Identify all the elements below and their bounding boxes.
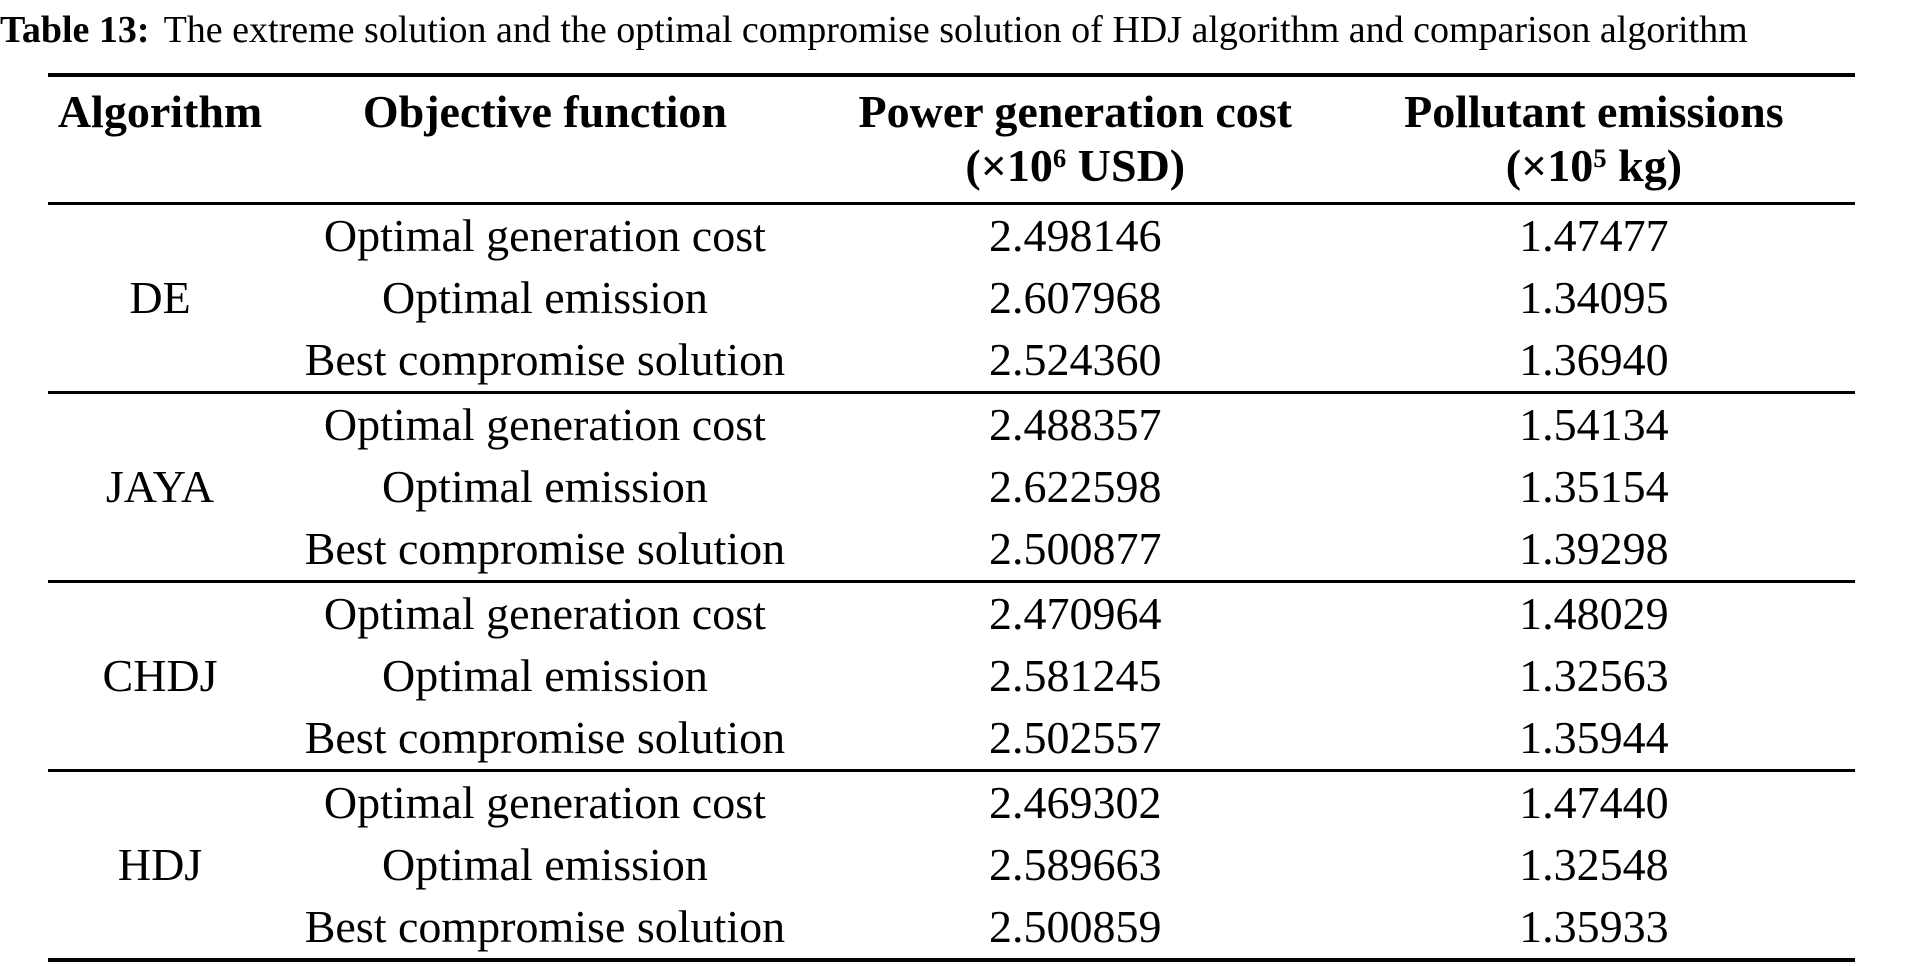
table-row (48, 645, 1855, 707)
emission-cell: 1.48029 (1519, 588, 1669, 639)
column-header-emission-units: ($\times 10^5$ kg) (1505, 140, 1683, 191)
column-header-objective: Objective function (362, 86, 727, 137)
emission-cell: 1.39298 (1519, 523, 1669, 574)
cost-cell: 2.488357 (989, 399, 1162, 450)
objective-cell: Best compromise solution (304, 523, 786, 574)
objective-cell: Optimal generation cost (323, 399, 766, 450)
table-header (48, 75, 1855, 204)
cost-cell: 2.581245 (989, 650, 1162, 701)
table-row (48, 456, 1855, 518)
table-row (48, 771, 1855, 835)
emission-exponent: 5 (1593, 143, 1607, 173)
column-header-cost-units: ($\times 10^6$ USD) (965, 140, 1186, 191)
objective-cell: Optimal generation cost (323, 210, 766, 261)
table-row (48, 707, 1855, 771)
algorithm-cell: HDJ (117, 839, 203, 890)
table-row (48, 204, 1855, 268)
column-header-cost (818, 75, 1333, 204)
table-row (48, 896, 1855, 960)
emission-cell: 1.35944 (1519, 712, 1669, 763)
emission-cell: 1.47440 (1519, 777, 1669, 828)
algorithm-cell: JAYA (105, 461, 215, 512)
group-de (48, 204, 1855, 393)
table-caption (0, 4, 1748, 56)
algorithm-cell: CHDJ (102, 650, 218, 701)
table-row (48, 582, 1855, 646)
table-row (48, 267, 1855, 329)
objective-cell: Optimal generation cost (323, 777, 766, 828)
cost-cell: 2.469302 (989, 777, 1162, 828)
group-hdj (48, 771, 1855, 961)
emission-cell: 1.34095 (1519, 272, 1669, 323)
objective-cell: Optimal emission (382, 461, 708, 512)
cost-cell: 2.470964 (989, 588, 1162, 639)
caption-text: The extreme solution and the optimal compromise solution of HDJ algorithm and comparison algorithm (163, 9, 1748, 51)
emission-cell: 1.35933 (1519, 901, 1669, 952)
cost-cell: 2.502557 (989, 712, 1162, 763)
cost-cell: 2.498146 (989, 210, 1162, 261)
column-header-emission-title: Pollutant emissions (1404, 86, 1784, 137)
table-row (48, 518, 1855, 582)
emission-cell: 1.36940 (1519, 334, 1669, 385)
objective-cell: Optimal emission (382, 272, 708, 323)
group-chdj (48, 582, 1855, 771)
cost-cell: 2.524360 (989, 334, 1162, 385)
column-header-cost-title: Power generation cost (858, 86, 1292, 137)
objective-cell: Optimal emission (382, 839, 708, 890)
emission-cell: 1.32548 (1519, 839, 1669, 890)
objective-cell: Optimal generation cost (323, 588, 766, 639)
emission-cell: 1.54134 (1519, 399, 1669, 450)
emission-cell: 1.35154 (1519, 461, 1669, 512)
objective-cell: Best compromise solution (304, 901, 786, 952)
objective-cell: Best compromise solution (304, 334, 786, 385)
cost-cell: 2.622598 (989, 461, 1162, 512)
results-table (48, 73, 1855, 962)
objective-cell: Best compromise solution (304, 712, 786, 763)
cost-cell: 2.589663 (989, 839, 1162, 890)
caption-label: Table 13: (0, 9, 150, 51)
header-row (48, 75, 1855, 204)
table-row (48, 329, 1855, 393)
table-row (48, 834, 1855, 896)
algorithm-cell: DE (129, 272, 191, 323)
column-header-emission (1333, 75, 1855, 204)
group-jaya (48, 393, 1855, 582)
cost-cell: 2.607968 (989, 272, 1162, 323)
cost-cell: 2.500859 (989, 901, 1162, 952)
cost-cell: 2.500877 (989, 523, 1162, 574)
emission-cell: 1.47477 (1519, 210, 1669, 261)
column-header-algorithm: Algorithm (57, 86, 263, 137)
table-row (48, 393, 1855, 457)
cost-exponent: 6 (1052, 143, 1067, 173)
emission-cell: 1.32563 (1519, 650, 1669, 701)
objective-cell: Optimal emission (382, 650, 708, 701)
